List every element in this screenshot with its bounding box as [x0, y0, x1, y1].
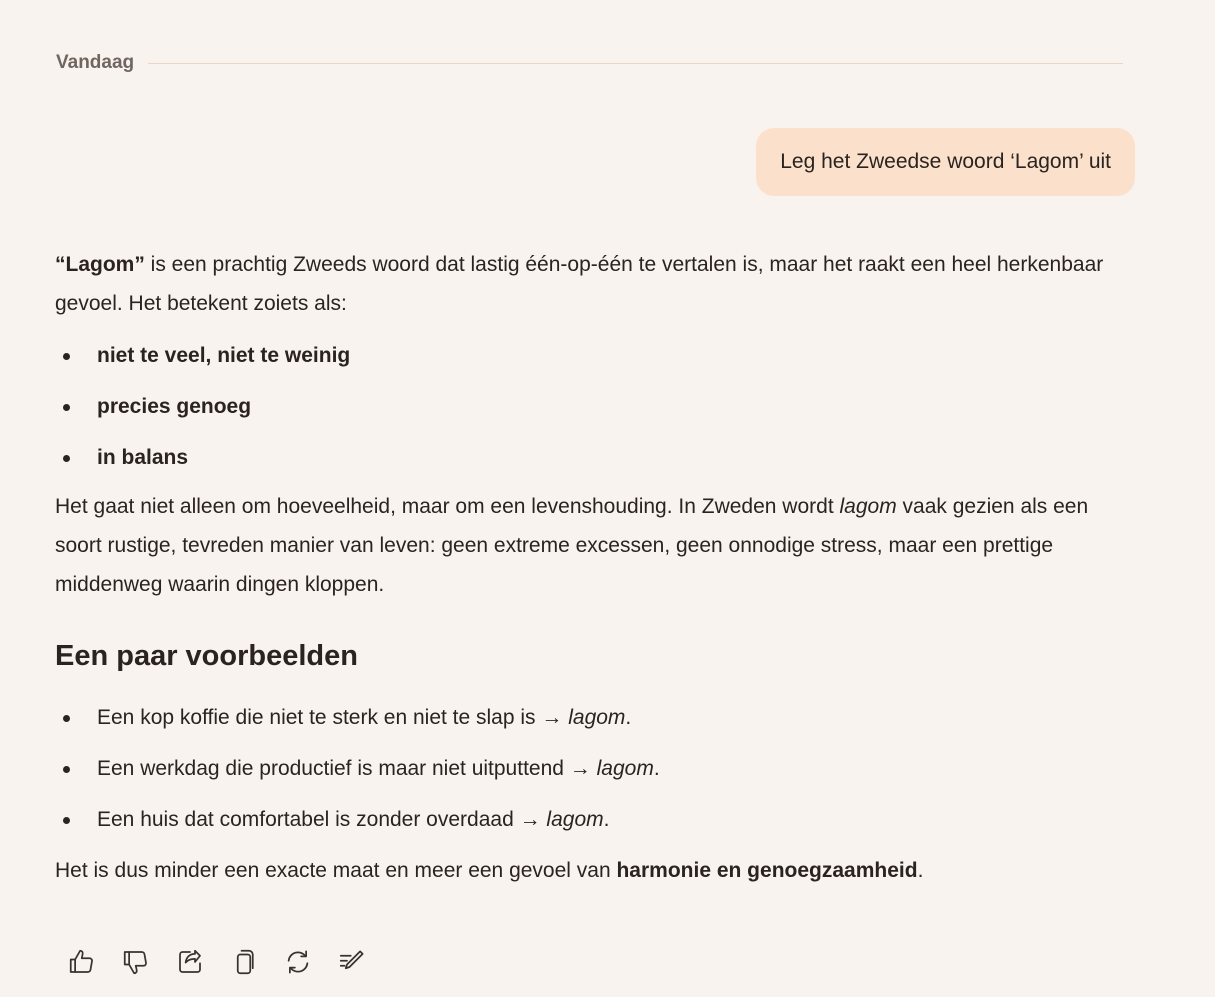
list-item: [55, 692, 1115, 743]
example-emphasis: lagom: [546, 808, 604, 831]
list-item: [55, 432, 1115, 483]
paragraph-emphasis: lagom: [839, 495, 897, 518]
copy-icon: [229, 947, 259, 977]
copy-button[interactable]: [228, 944, 260, 980]
example-emphasis: lagom: [596, 757, 654, 780]
answer-intro-text: is een prachtig Zweeds woord dat lastig één-op-één te vertalen is, maar het raakt een heel herkenbaar gevoel. Het betekent zoiets als:: [55, 253, 1104, 315]
regenerate-icon: [283, 947, 313, 977]
meaning-text: in balans: [97, 446, 189, 469]
example-end: .: [603, 808, 610, 831]
share-icon: [175, 947, 205, 977]
thumbs-up-icon: [67, 947, 97, 977]
examples-heading: Een paar voorbeelden: [55, 640, 358, 672]
date-divider-line: [148, 63, 1123, 64]
answer-conclusion: [55, 851, 1115, 890]
message-actions: [66, 944, 368, 980]
example-emphasis: lagom: [568, 706, 626, 729]
regenerate-button[interactable]: [282, 944, 314, 980]
edit-button[interactable]: [336, 944, 368, 980]
list-item: [55, 381, 1115, 432]
list-item: [55, 794, 1115, 845]
meaning-text: precies genoeg: [97, 395, 252, 418]
like-button[interactable]: [66, 944, 98, 980]
dislike-button[interactable]: [120, 944, 152, 980]
conclusion-text: Het is dus minder een exacte maat en meer een gevoel van: [55, 859, 617, 882]
answer-intro: [55, 245, 1115, 323]
answer-paragraph: [55, 487, 1115, 604]
example-text: Een werkdag die productief is maar niet uitputtend →: [97, 757, 597, 780]
user-message-text: Leg het Zweedse woord ‘Lagom’ uit: [780, 150, 1111, 173]
date-divider: [56, 52, 1123, 74]
list-item: [55, 330, 1115, 381]
assistant-message: [55, 245, 1115, 890]
example-text: Een huis dat comfortabel is zonder overdaad →: [97, 808, 547, 831]
share-button[interactable]: [174, 944, 206, 980]
examples-list: [55, 692, 1115, 845]
example-end: .: [653, 757, 660, 780]
example-text: Een kop koffie die niet te sterk en niet te slap is →: [97, 706, 569, 729]
conclusion-bold: harmonie en genoegzaamheid: [616, 859, 918, 882]
meanings-list: [55, 330, 1115, 483]
example-end: .: [625, 706, 632, 729]
date-divider-label: Vandaag: [56, 52, 135, 73]
conclusion-end: .: [917, 859, 924, 882]
user-message-bubble: [756, 128, 1135, 196]
edit-icon: [337, 947, 367, 977]
paragraph-text: vaak gezien als een soort rustige, tevreden manier van leven: geen extreme excessen, geen onnodige stress, maar een prettige middenweg waarin dingen kloppen.: [55, 495, 1089, 596]
paragraph-text: Het gaat niet alleen om hoeveelheid, maar om een levenshouding. In Zweden wordt: [55, 495, 840, 518]
meaning-text: niet te veel, niet te weinig: [97, 344, 351, 367]
list-item: [55, 743, 1115, 794]
thumbs-down-icon: [121, 947, 151, 977]
answer-intro-term: “Lagom”: [55, 253, 145, 276]
